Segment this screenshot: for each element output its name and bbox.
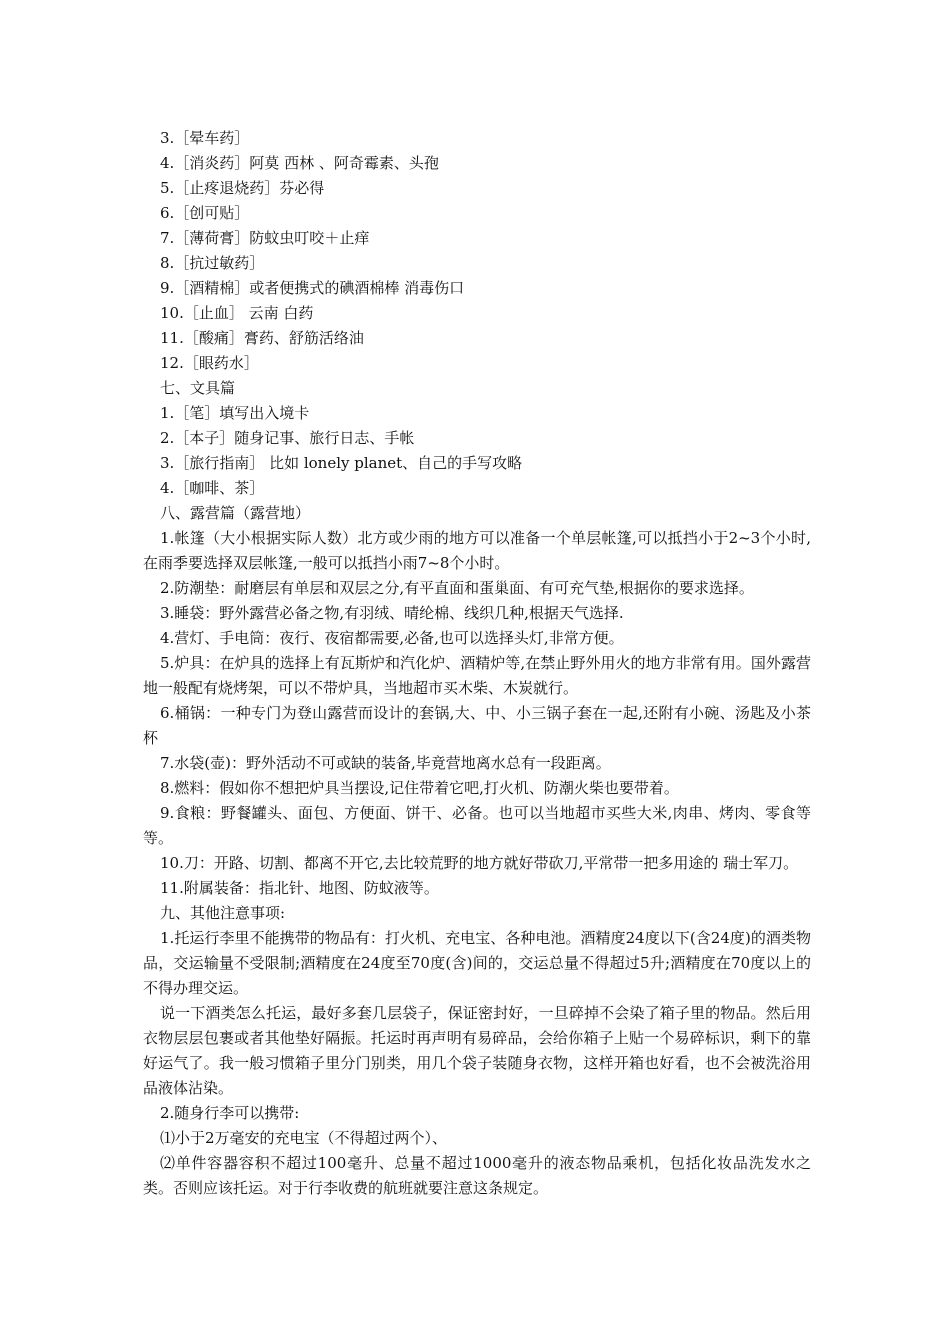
list-item: 11.附属装备：指北针、地图、防蚊液等。 bbox=[160, 879, 439, 897]
list-item: 4.［咖啡、茶］ bbox=[160, 479, 265, 497]
paragraph: ⑵单件容器容积不超过100毫升、总量不超过1000毫升的液态物品乘机，包括化妆品洗发水之类。否则应该托运。对于行李收费的航班就要注意这条规定。 bbox=[143, 1154, 811, 1197]
document-page bbox=[143, 126, 811, 1201]
list-item: 10.刀：开路、切割、都离不开它,去比较荒野的地方就好带砍刀,平常带一把多用途的 瑞士军刀。 bbox=[160, 854, 799, 872]
list-item: 7.水袋(壶)：野外活动不可或缺的装备,毕竟营地离水总有一段距离。 bbox=[160, 754, 611, 772]
list-item: 2.防潮垫：耐磨层有单层和双层之分,有平直面和蛋巢面、有可充气垫,根据你的要求选择。 bbox=[160, 579, 754, 597]
list-item: 3.睡袋：野外露营必备之物,有羽绒、晴纶棉、线织几种,根据天气选择. bbox=[160, 604, 624, 622]
section-heading-notes: 九、其他注意事项: bbox=[160, 904, 286, 922]
list-item: 8.［抗过敏药］ bbox=[160, 254, 265, 272]
paragraph: 说一下酒类怎么托运，最好多套几层袋子，保证密封好，一旦碎掉不会染了箱子里的物品。然后用衣物层层包裹或者其他垫好隔振。托运时再声明有易碎品，会给你箱子上贴一个易碎标识，剩下的靠好运气了。我一般习惯箱子里分门别类，用几个袋子装随身衣物，这样开箱也好看，也不会被洗浴用品液体沾染。 bbox=[143, 1004, 811, 1097]
list-item: 3.［旅行指南］ 比如 lonely planet、自己的手写攻略 bbox=[160, 454, 523, 472]
list-item: 6.桶锅：一种专门为登山露营而设计的套锅,大、中、小三锅子套在一起,还附有小碗、汤匙及小茶杯 bbox=[143, 704, 811, 747]
list-item: 1.［笔］填写出入境卡 bbox=[160, 404, 310, 422]
list-item: 4.［消炎药］阿莫 西林 、阿奇霉素、头孢 bbox=[160, 154, 439, 172]
list-item: 6.［创可贴］ bbox=[160, 204, 250, 222]
list-item: 9.［酒精棉］或者便携式的碘酒棉棒 消毒伤口 bbox=[160, 279, 465, 297]
list-item: 5.［止疼退烧药］芬必得 bbox=[160, 179, 325, 197]
list-item: 2.［本子］随身记事、旅行日志、手帐 bbox=[160, 429, 415, 447]
list-item: 1.帐篷（大小根据实际人数）北方或少雨的地方可以准备一个单层帐篷,可以抵挡小于2~3个小时,在雨季要选择双层帐篷,一般可以抵挡小雨7~8个小时。 bbox=[143, 529, 811, 572]
paragraph: 2.随身行李可以携带: bbox=[160, 1104, 300, 1122]
paragraph: ⑴小于2万毫安的充电宝（不得超过两个）、 bbox=[160, 1129, 448, 1147]
list-item: 4.营灯、手电筒：夜行、夜宿都需要,必备,也可以选择头灯,非常方便。 bbox=[160, 629, 624, 647]
list-item: 7.［薄荷膏］防蚊虫叮咬＋止痒 bbox=[160, 229, 370, 247]
section-heading-camping: 八、露营篇（露营地） bbox=[160, 504, 311, 522]
list-item: 3.［晕车药］ bbox=[160, 129, 250, 147]
paragraph: 1.托运行李里不能携带的物品有：打火机、充电宝、各种电池。酒精度24度以下(含24度)的酒类物品，交运输量不受限制;酒精度在24度至70度(含)间的，交运总量不得超过5升;酒精度在70度以上的不得办理交运。 bbox=[143, 929, 811, 997]
list-item: 8.燃料：假如你不想把炉具当摆设,记住带着它吧,打火机、防潮火柴也要带着。 bbox=[160, 779, 679, 797]
list-item: 11.［酸痛］膏药、舒筋活络油 bbox=[160, 329, 364, 347]
list-item: 12.［眼药水］ bbox=[160, 354, 259, 372]
list-item: 5.炉具：在炉具的选择上有瓦斯炉和汽化炉、酒精炉等,在禁止野外用火的地方非常有用。国外露营地一般配有烧烤架，可以不带炉具，当地超市买木柴、木炭就行。 bbox=[143, 654, 811, 697]
section-heading-stationery: 七、文具篇 bbox=[160, 379, 236, 397]
list-item: 10.［止血］ 云南 白药 bbox=[160, 304, 314, 322]
list-item: 9.食粮：野餐罐头、面包、方便面、饼干、必备。也可以当地超市买些大米,肉串、烤肉、零食等等。 bbox=[143, 804, 811, 847]
